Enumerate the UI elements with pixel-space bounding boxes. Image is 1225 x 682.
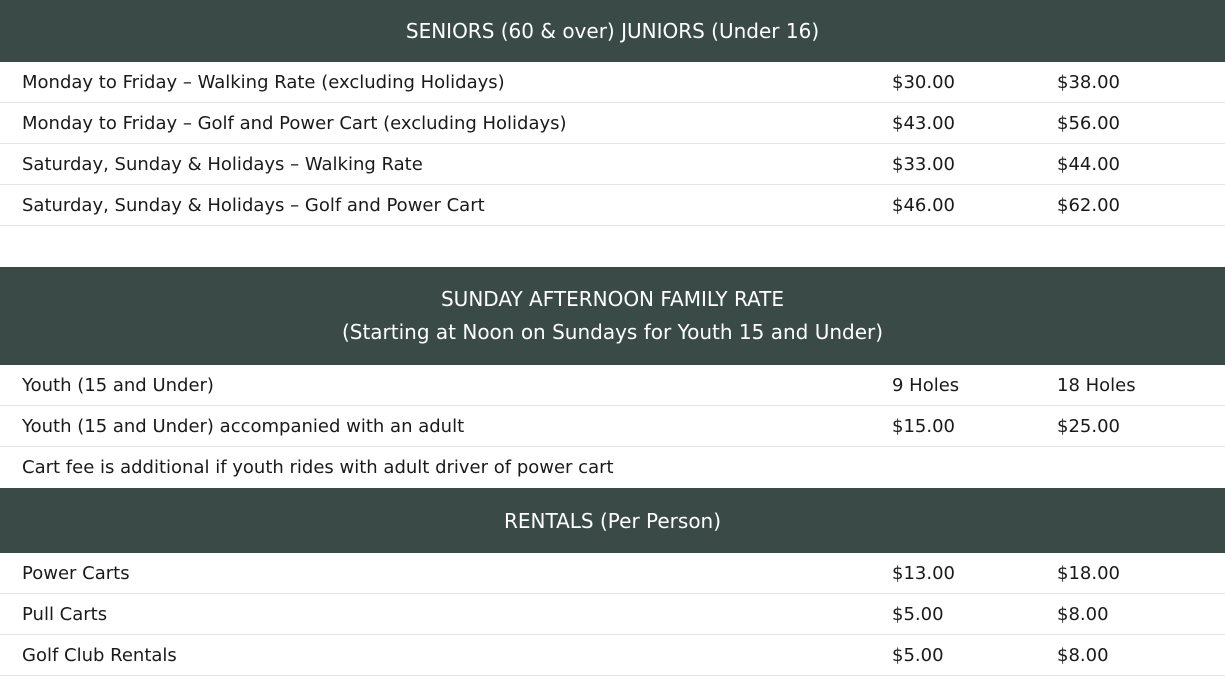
eighteen-hole-price: $8.00 xyxy=(1057,644,1109,666)
rate-label: Saturday, Sunday & Holidays – Walking Rate xyxy=(22,153,423,175)
eighteen-hole-price: $8.00 xyxy=(1057,603,1109,625)
section-title: SENIORS (60 & over) JUNIORS (Under 16) xyxy=(405,19,820,43)
table-row xyxy=(0,406,1225,447)
junior-price: $38.00 xyxy=(1057,71,1120,93)
section-title: SUNDAY AFTERNOON FAMILY RATE xyxy=(440,287,785,311)
junior-price: $62.00 xyxy=(1057,194,1120,216)
section-title: RENTALS (Per Person) xyxy=(503,508,722,533)
spacer-row xyxy=(0,226,1225,267)
table-row xyxy=(0,553,1225,594)
table-row xyxy=(0,144,1225,185)
rental-label: Golf Club Rentals xyxy=(22,644,177,666)
table-row xyxy=(0,447,1225,488)
family-rate-header xyxy=(0,267,1225,365)
table-row xyxy=(0,185,1225,226)
nine-hole-price: $5.00 xyxy=(892,644,944,666)
rate-label: Monday to Friday – Golf and Power Cart (excluding Holidays) xyxy=(22,112,567,134)
nine-hole-price: $5.00 xyxy=(892,603,944,625)
eighteen-hole-price: $25.00 xyxy=(1057,415,1120,437)
seniors-juniors-header xyxy=(0,0,1225,62)
nine-hole-price: $13.00 xyxy=(892,562,955,584)
rental-label: Power Carts xyxy=(22,562,130,584)
table-row xyxy=(0,594,1225,635)
senior-price: $33.00 xyxy=(892,153,955,175)
rate-label: Monday to Friday – Walking Rate (excluding Holidays) xyxy=(22,71,505,93)
section-subtitle: (Starting at Noon on Sundays for Youth 15 and Under) xyxy=(341,320,884,344)
column-heading-9-holes: 9 Holes xyxy=(892,374,960,396)
senior-price: $46.00 xyxy=(892,194,955,216)
rate-label: Saturday, Sunday & Holidays – Golf and Power Cart xyxy=(22,194,485,216)
table-row xyxy=(0,635,1225,676)
rate-label: Youth (15 and Under) accompanied with an adult xyxy=(22,415,465,437)
rate-label: Youth (15 and Under) xyxy=(22,374,214,396)
table-row xyxy=(0,365,1225,406)
column-heading-18-holes: 18 Holes xyxy=(1057,374,1136,396)
senior-price: $30.00 xyxy=(892,71,955,93)
rentals-header xyxy=(0,488,1225,553)
table-row xyxy=(0,103,1225,144)
rental-label: Pull Carts xyxy=(22,603,108,625)
junior-price: $56.00 xyxy=(1057,112,1120,134)
cart-fee-note: Cart fee is additional if youth rides with adult driver of power cart xyxy=(22,457,614,478)
eighteen-hole-price: $18.00 xyxy=(1057,562,1120,584)
table-row xyxy=(0,62,1225,103)
nine-hole-price: $15.00 xyxy=(892,415,955,437)
junior-price: $44.00 xyxy=(1057,153,1120,175)
senior-price: $43.00 xyxy=(892,112,955,134)
